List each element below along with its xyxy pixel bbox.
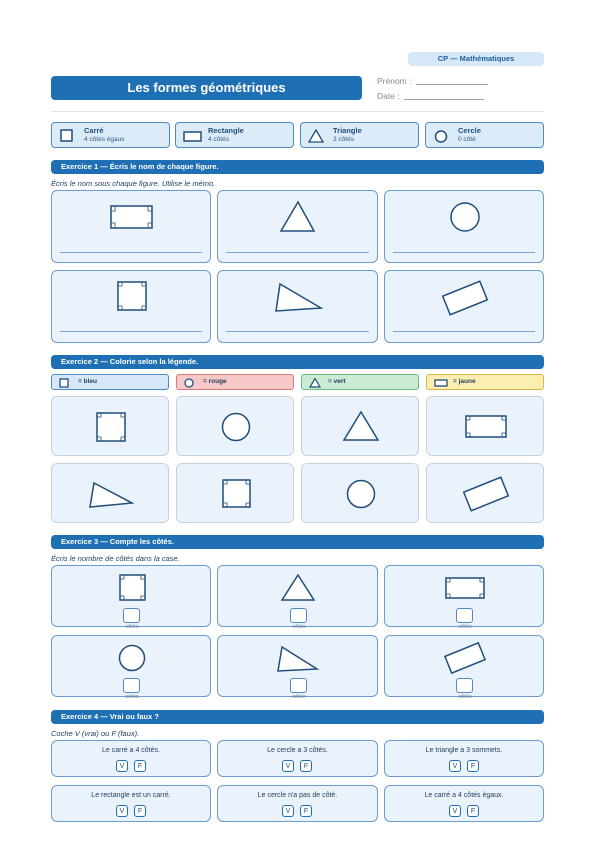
answer-line[interactable] — [60, 252, 202, 253]
header-divider — [51, 111, 544, 112]
statement-text: Le cercle n'a pas de côté. — [257, 792, 338, 799]
color-key-label: = bleu — [78, 378, 97, 385]
answer-line[interactable] — [393, 252, 535, 253]
legend-card-square — [51, 122, 170, 148]
triangle-shape — [218, 191, 379, 264]
color-key-label: = vert — [328, 378, 346, 385]
legend-card-circle — [425, 122, 544, 148]
ex2-card-triangle[interactable] — [301, 396, 419, 456]
legend-name: Triangle — [333, 126, 362, 135]
true-false-item — [51, 740, 211, 777]
date-field[interactable] — [377, 91, 484, 101]
right-triangle-shape — [218, 271, 379, 344]
circle-shape — [385, 191, 545, 264]
statement-text: Le carré a 4 côtés égaux. — [424, 792, 504, 799]
legend-desc: 3 côtés — [333, 136, 354, 143]
answer-line[interactable] — [226, 331, 369, 332]
ex2-card-tilted-rectangle[interactable] — [426, 463, 544, 523]
triangle-icon — [308, 128, 326, 144]
name-label: Prénom : — [377, 76, 412, 86]
triangle-shape — [302, 397, 420, 457]
count-unit-label: côtés — [292, 624, 306, 630]
count-unit-label: côtés — [125, 694, 139, 700]
page-title: Les formes géométriques — [51, 76, 362, 100]
exercise-4-instruction: Coche V (vrai) ou F (faux). — [51, 729, 140, 738]
circle-icon — [433, 128, 449, 144]
count-unit-label: côtés — [125, 624, 139, 630]
true-checkbox[interactable]: V — [449, 760, 461, 772]
name-field[interactable] — [377, 76, 488, 86]
square-icon — [59, 128, 75, 144]
ex3-card-square — [51, 565, 211, 630]
ex2-card-square[interactable] — [51, 396, 169, 456]
exercise-3-instruction: Écris le nombre de côtés dans la case. — [51, 554, 180, 563]
false-checkbox[interactable]: F — [467, 760, 479, 772]
true-checkbox[interactable]: V — [282, 805, 294, 817]
color-key-label: = jaune — [453, 378, 476, 385]
legend-name: Cercle — [458, 126, 481, 135]
legend-desc: 0 côté — [458, 136, 476, 143]
count-unit-label: côtés — [458, 624, 472, 630]
ex2-card-right-triangle[interactable] — [51, 463, 169, 523]
false-checkbox[interactable]: F — [467, 805, 479, 817]
right-triangle-shape — [52, 464, 170, 524]
true-false-item — [384, 785, 544, 822]
ex3-card-rectangle — [384, 565, 544, 630]
circle-shape — [302, 464, 420, 524]
true-checkbox[interactable]: V — [449, 805, 461, 817]
true-checkbox[interactable]: V — [116, 760, 128, 772]
count-box[interactable] — [123, 678, 140, 693]
ex3-card-triangle — [217, 565, 378, 630]
count-box[interactable] — [290, 678, 307, 693]
answer-line[interactable] — [60, 331, 202, 332]
ex1-card-right-triangle[interactable] — [217, 270, 378, 343]
ex1-card-square[interactable] — [51, 270, 211, 343]
ex3-card-circle — [51, 635, 211, 700]
legend-name: Rectangle — [208, 126, 244, 135]
color-key-label: = rouge — [203, 378, 227, 385]
circle-icon — [184, 378, 196, 388]
color-key-red — [176, 374, 294, 390]
false-checkbox[interactable]: F — [300, 760, 312, 772]
count-unit-label: côtés — [292, 694, 306, 700]
color-key-blue — [51, 374, 169, 390]
ex1-card-circle[interactable] — [384, 190, 544, 263]
answer-line[interactable] — [226, 252, 369, 253]
true-checkbox[interactable]: V — [282, 760, 294, 772]
color-key-green — [301, 374, 419, 390]
count-box[interactable] — [456, 678, 473, 693]
legend-desc: 4 côtés — [208, 136, 229, 143]
statement-text: Le triangle a 3 sommets. — [425, 747, 503, 754]
ex2-card-circle-2[interactable] — [301, 463, 419, 523]
exercise-4-title: Exercice 4 — Vrai ou faux ? — [51, 710, 544, 724]
square-shape — [52, 397, 170, 457]
legend-card-rectangle — [175, 122, 294, 148]
square-shape — [177, 464, 295, 524]
answer-line[interactable] — [393, 331, 535, 332]
rectangle-icon — [183, 128, 205, 144]
true-checkbox[interactable]: V — [116, 805, 128, 817]
rectangle-shape — [52, 191, 212, 264]
statement-text: Le cercle a 3 côtés. — [267, 747, 328, 754]
exercise-1-instruction: Écris le nom sous chaque figure. Utilise le mémo. — [51, 179, 216, 188]
ex2-card-circle[interactable] — [176, 396, 294, 456]
exercise-3-title: Exercice 3 — Compte les côtés. — [51, 535, 544, 549]
ex1-card-triangle[interactable] — [217, 190, 378, 263]
date-label: Date : — [377, 91, 400, 101]
false-checkbox[interactable]: F — [300, 805, 312, 817]
legend-card-triangle — [300, 122, 419, 148]
count-box[interactable] — [290, 608, 307, 623]
square-icon — [59, 378, 71, 388]
ex1-card-tilted-rectangle[interactable] — [384, 270, 544, 343]
tilted-rectangle-shape — [385, 271, 545, 344]
circle-shape — [177, 397, 295, 457]
true-false-item — [217, 740, 378, 777]
ex2-card-square-2[interactable] — [176, 463, 294, 523]
ex1-card-rectangle[interactable] — [51, 190, 211, 263]
ex3-card-right-triangle — [217, 635, 378, 700]
statement-text: Le rectangle est un carré. — [91, 792, 171, 799]
true-false-item — [217, 785, 378, 822]
ex3-card-tilted-rectangle — [384, 635, 544, 700]
exercise-1-title: Exercice 1 — Écris le nom de chaque figure. — [51, 160, 544, 174]
count-box[interactable] — [456, 608, 473, 623]
legend-name: Carré — [84, 126, 104, 135]
false-checkbox[interactable]: F — [134, 805, 146, 817]
triangle-icon — [309, 378, 323, 388]
square-shape — [52, 271, 212, 344]
subject-badge: CP — Mathématiques — [408, 52, 544, 66]
legend-desc: 4 côtés égaux — [84, 136, 125, 143]
true-false-item — [51, 785, 211, 822]
count-unit-label: côtés — [458, 694, 472, 700]
exercise-2-title: Exercice 2 — Colorie selon la légende. — [51, 355, 544, 369]
count-box[interactable] — [123, 608, 140, 623]
tilted-rectangle-shape — [427, 464, 545, 524]
statement-text: Le carré a 4 côtés. — [102, 747, 160, 754]
rectangle-icon — [434, 378, 450, 388]
true-false-item — [384, 740, 544, 777]
color-key-yellow — [426, 374, 544, 390]
rectangle-shape — [427, 397, 545, 457]
ex2-card-rectangle[interactable] — [426, 396, 544, 456]
false-checkbox[interactable]: F — [134, 760, 146, 772]
